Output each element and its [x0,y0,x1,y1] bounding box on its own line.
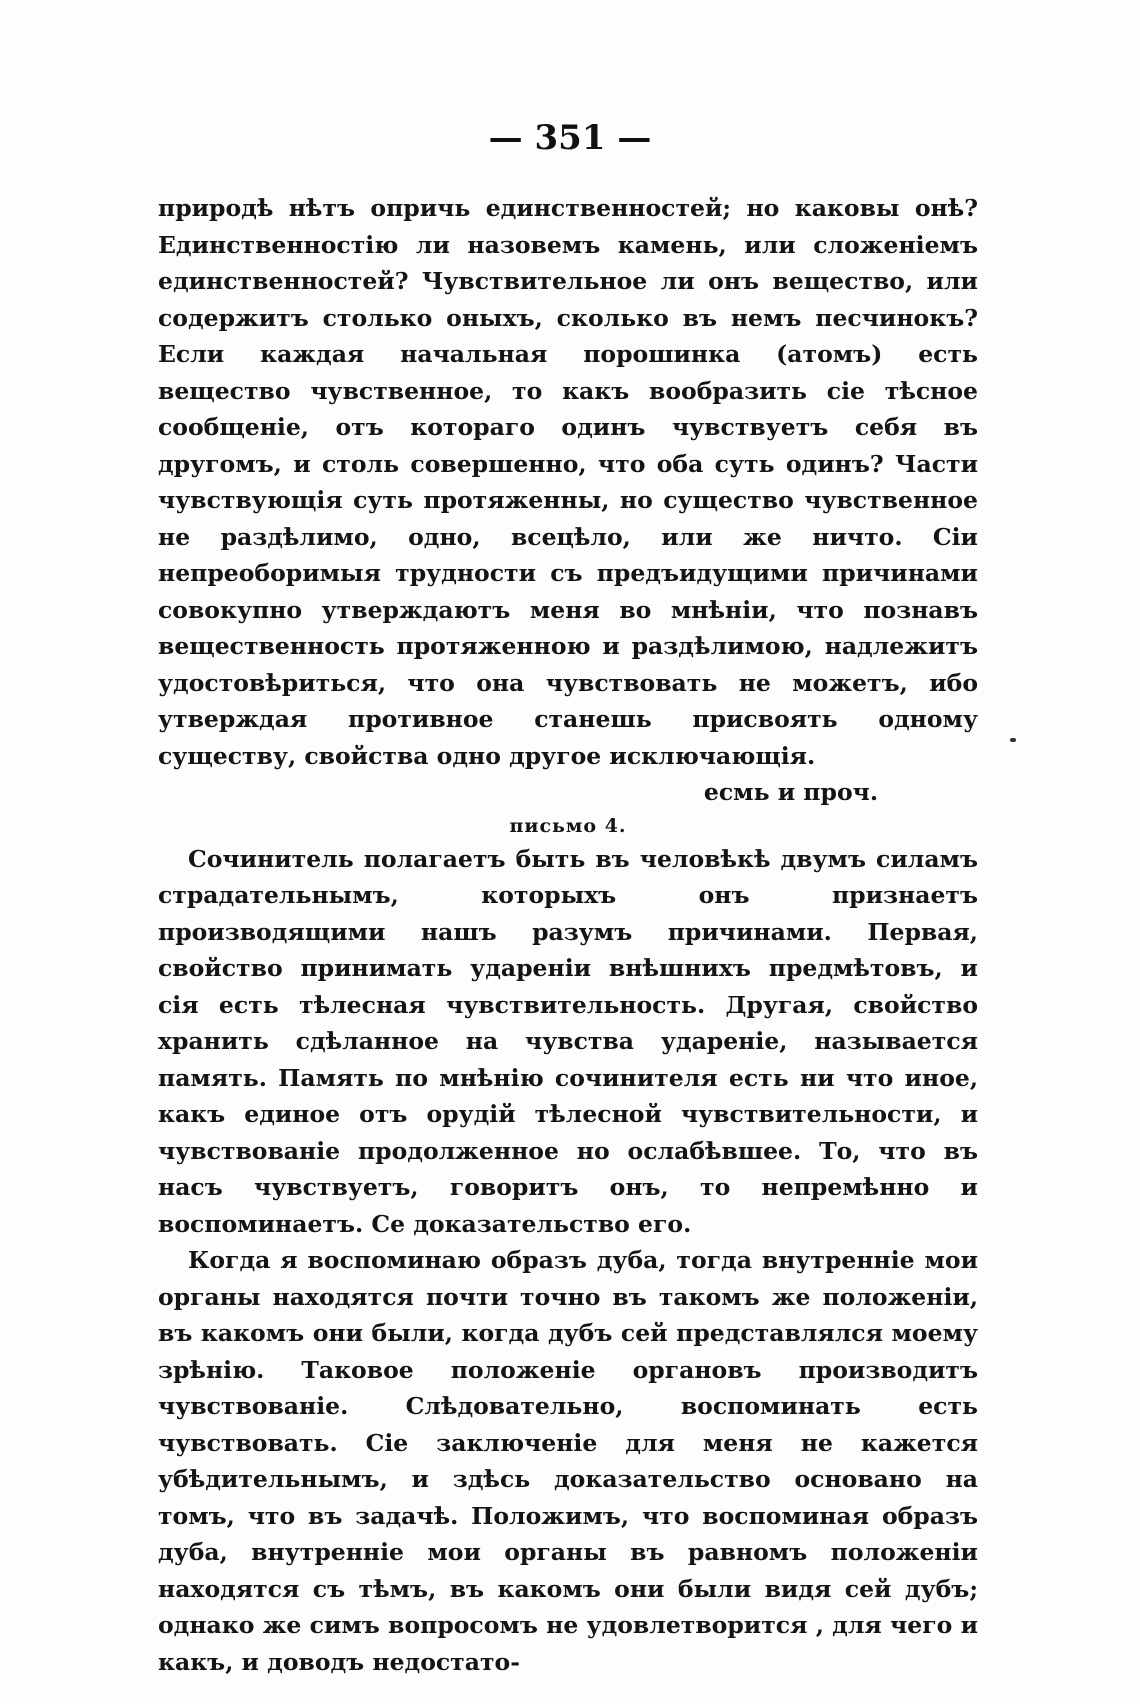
letter-heading: письмо 4. [509,814,627,837]
paragraph: Сочинитель полагаетъ быть въ человѣкѣ двумъ силамъ страдательнымъ, которыхъ онъ признаетъ производящими нашъ разумъ причинами. Первая, свойство принимать удареніи внѣшнихъ предмѣтовъ, и сія есть тѣлесная чувствительность. Другая, свойство хранить сдѣланное на чувства удареніе, называется память. Память по мнѣнію сочинителя есть ни что иное, какъ единое отъ орудій тѣлесной чувствительности, и чувствованіе продолженное но ослабѣвшее. То, что въ насъ чувствуетъ, говоритъ онъ, то непремѣнно и воспоминаетъ. Се доказательство его. [158,844,978,1238]
letter-closing: есмь и проч. [703,778,878,806]
paragraph-continued: природѣ нѣтъ опричь единственностей; но каковы онѣ? Единственностію ли назовемъ камень, или сложеніемъ единственностей? Чувствительное ли онъ вещество, или содержитъ столько оныхъ, сколько въ немъ песчинокъ? Если каждая начальная порошинка (атомъ) есть вещество чувственное, то какъ вообразить сіе тѣсное сообщеніе, отъ котораго одинъ чувствуетъ себя въ другомъ, и столь совершенно, что оба суть одинъ? Части чувствующія суть протяженны, но существо чувственное не раздѣлимо, одно, всецѣло, или же ничто. Сіи непреоборимыя трудности съ предъидущими причинами совокупно утверждаютъ меня во мнѣніи, что познавъ вещественность протяженною и раздѣлимою, надлежитъ удостовѣриться, что она чувствовать не можетъ, ибо утверждая противное станешь присвоять одному существу, свойства одно другое исключающія. [158,194,978,770]
page-body [158,190,978,1680]
page-number: — 351 — [488,118,652,158]
paragraph: Когда я воспоминаю образъ дуба, тогда внутренніе мои органы находятся почти точно въ такомъ же положеніи, въ какомъ они были, когда дубъ сей представлялся моему зрѣнію. Таковое положеніе органовъ производитъ чувствованіе. Слѣдовательно, воспоминать есть чувствовать. Сіе заключеніе для меня не кажется убѣдительнымъ, и здѣсь доказательство основано на томъ, что въ задачѣ. Положимъ, что воспоминая образъ дуба, внутренніе мои органы въ равномъ положеніи находятся съ тѣмъ, въ какомъ они были видя сей дубъ; однако же симъ вопросомъ не удовлетворится , для чего и какъ, и доводъ недостато- [158,1246,978,1676]
scan-speck [1010,738,1016,742]
